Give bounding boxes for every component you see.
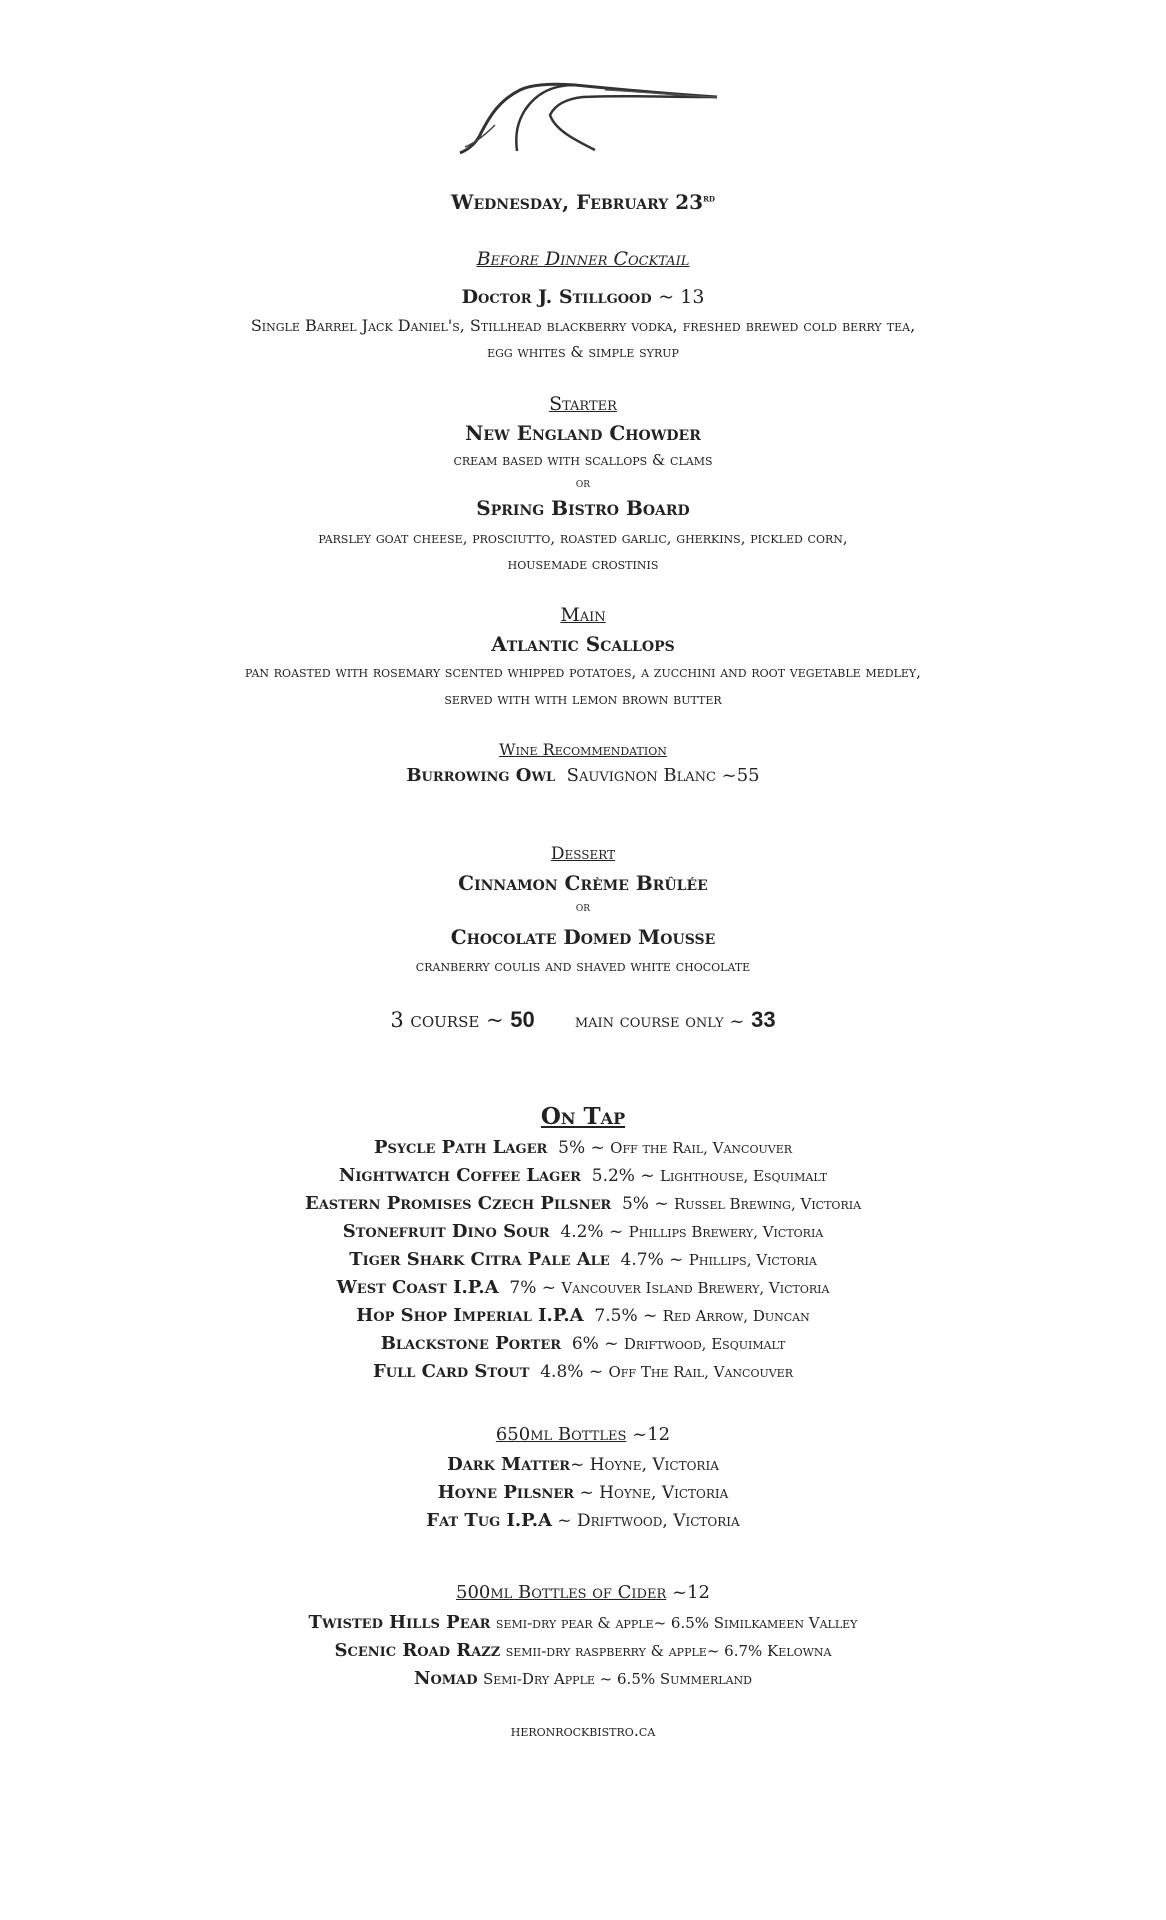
tap-name: Full Card Stout <box>372 1361 530 1382</box>
cocktail-name: Doctor J. Stillgood <box>461 286 652 308</box>
cider-heading-line <box>0 1582 1166 1603</box>
cider-heading: 500ml Bottles of Cider <box>456 1582 667 1603</box>
tap-row <box>0 1218 1166 1246</box>
tap-row <box>0 1358 1166 1386</box>
tap-brewery: Vancouver Island Brewery, Victoria <box>561 1279 830 1297</box>
wine-name: Burrowing Owl <box>406 765 556 786</box>
cocktail-desc-line1: Single Barrel Jack Daniel's, Stillhead blackberry vodka, freshed brewed cold berry tea, <box>250 316 916 335</box>
dessert-item2-desc: cranberry coulis and shaved white chocolate <box>415 957 751 975</box>
starter-heading: Starter <box>549 393 617 415</box>
bottles-price: ~12 <box>632 1424 671 1445</box>
tap-abv: 5% ~ <box>621 1194 669 1214</box>
tap-brewery: Lighthouse, Esquimalt <box>660 1167 828 1185</box>
cider-price: ~12 <box>671 1582 710 1603</box>
tap-brewery: Red Arrow, Duncan <box>662 1307 810 1325</box>
tap-brewery: Off The Rail, Vancouver <box>608 1363 793 1381</box>
tap-name: Eastern Promises Czech Pilsner <box>304 1193 612 1214</box>
on-tap-heading: On Tap <box>540 1103 626 1130</box>
bottle-detail: ~ Hoyne, Victoria <box>574 1483 729 1503</box>
bottle-detail: ~ Driftwood, Victoria <box>551 1511 740 1531</box>
tap-name: Hop Shop Imperial I.P.A <box>356 1305 584 1326</box>
tap-name: Tiger Shark Citra Pale Ale <box>349 1249 610 1270</box>
main-desc-line2: served with with lemon brown butter <box>444 690 722 708</box>
tap-abv: 6% ~ <box>571 1334 619 1354</box>
tap-name: Blackstone Porter <box>380 1333 562 1354</box>
bottles-list <box>0 1451 1166 1535</box>
tap-brewery: Off the Rail, Vancouver <box>610 1139 793 1157</box>
wine-line <box>0 765 1166 786</box>
cocktail-price: ~ 13 <box>658 286 705 308</box>
main-only-label: main course only ~ <box>574 1011 745 1032</box>
cider-detail: semii-dry raspberry & apple~ 6.7% Kelowna <box>505 1642 832 1660</box>
bottle-row <box>0 1479 1166 1507</box>
cocktail-title <box>0 286 1166 308</box>
cider-name: Nomad <box>414 1668 478 1689</box>
starter-item1-desc: cream based with scallops & clams <box>453 451 713 469</box>
bottle-row <box>0 1451 1166 1479</box>
dessert-item1-name: Cinnamon Crème Brûlée <box>458 871 708 895</box>
bottle-name: Hoyne Pilsner <box>437 1482 575 1503</box>
cider-name: Scenic Road Razz <box>334 1640 501 1661</box>
cider-row <box>0 1637 1166 1665</box>
website-link[interactable]: heronrockbistro.ca <box>510 1721 656 1740</box>
tap-abv: 7% ~ <box>509 1278 557 1298</box>
pricing-line <box>0 1007 1166 1033</box>
cider-detail: Semi-Dry Apple ~ 6.5% Summerland <box>482 1670 752 1688</box>
tap-brewery: Phillips Brewery, Victoria <box>628 1223 824 1241</box>
cocktail-desc-line2: egg whites & simple syrup <box>487 343 679 361</box>
main-desc-line1: pan roasted with rosemary scented whipped potatoes, a zucchini and root vegetable medley, <box>245 663 921 681</box>
tap-name: West Coast I.P.A <box>336 1277 499 1298</box>
tap-name: Nightwatch Coffee Lager <box>338 1165 581 1186</box>
date-text: Wednesday, February 23 <box>451 190 704 214</box>
tap-row <box>0 1190 1166 1218</box>
tap-name: Stonefruit Dino Sour <box>342 1221 550 1242</box>
three-course-price: 50 <box>510 1007 535 1032</box>
starter-or: or <box>575 476 591 491</box>
tap-brewery: Russel Brewing, Victoria <box>674 1195 862 1213</box>
tap-row <box>0 1134 1166 1162</box>
cider-row <box>0 1665 1166 1693</box>
main-name: Atlantic Scallops <box>491 632 675 656</box>
tap-row <box>0 1274 1166 1302</box>
three-course-label: 3 course ~ <box>390 1008 504 1032</box>
bottle-row <box>0 1507 1166 1535</box>
cider-list <box>0 1609 1166 1693</box>
main-only-price: 33 <box>751 1007 776 1032</box>
cider-name: Twisted Hills Pear <box>308 1612 491 1633</box>
tap-row <box>0 1302 1166 1330</box>
tap-name: Psycle Path Lager <box>373 1137 548 1158</box>
tap-brewery: Driftwood, Esquimalt <box>623 1335 786 1353</box>
menu-date <box>0 190 1166 214</box>
wine-detail: Sauvignon Blanc ~55 <box>566 765 760 786</box>
tap-row <box>0 1162 1166 1190</box>
tap-abv: 4.7% ~ <box>620 1250 684 1270</box>
dessert-heading: Dessert <box>550 844 616 864</box>
heron-logo-icon <box>455 55 720 155</box>
date-suffix: rd <box>703 193 715 205</box>
tap-abv: 4.8% ~ <box>540 1362 604 1382</box>
cider-detail: semi-dry pear & apple~ 6.5% Similkameen Valley <box>495 1614 858 1632</box>
tap-abv: 7.5% ~ <box>594 1306 658 1326</box>
tap-row <box>0 1246 1166 1274</box>
starter-item2-desc-line1: parsley goat cheese, prosciutto, roasted garlic, gherkins, pickled corn, <box>318 529 848 547</box>
bottles-heading-line <box>0 1424 1166 1445</box>
tap-abv: 5% ~ <box>558 1138 605 1158</box>
tap-brewery: Phillips, Victoria <box>688 1251 817 1269</box>
tap-row <box>0 1330 1166 1358</box>
starter-item2-name: Spring Bistro Board <box>476 496 690 520</box>
cider-row <box>0 1609 1166 1637</box>
cocktail-heading: Before Dinner Cocktail <box>476 248 690 270</box>
starter-item1-name: New England Chowder <box>465 421 701 445</box>
starter-item2-desc-line2: housemade crostinis <box>507 555 659 573</box>
on-tap-list <box>0 1134 1166 1386</box>
wine-heading: Wine Recommendation <box>499 740 667 759</box>
dessert-or: or <box>575 900 591 915</box>
bottles-heading: 650ml Bottles <box>495 1424 627 1445</box>
dessert-item2-name: Chocolate Domed Mousse <box>450 925 716 949</box>
tap-abv: 4.2% ~ <box>560 1222 624 1242</box>
bottle-name: Fat Tug I.P.A <box>426 1510 552 1531</box>
bottle-name: Dark Matter <box>447 1454 571 1475</box>
main-heading: Main <box>560 604 606 626</box>
tap-abv: 5.2% ~ <box>591 1166 655 1186</box>
bottle-detail: ~ Hoyne, Victoria <box>570 1455 719 1475</box>
